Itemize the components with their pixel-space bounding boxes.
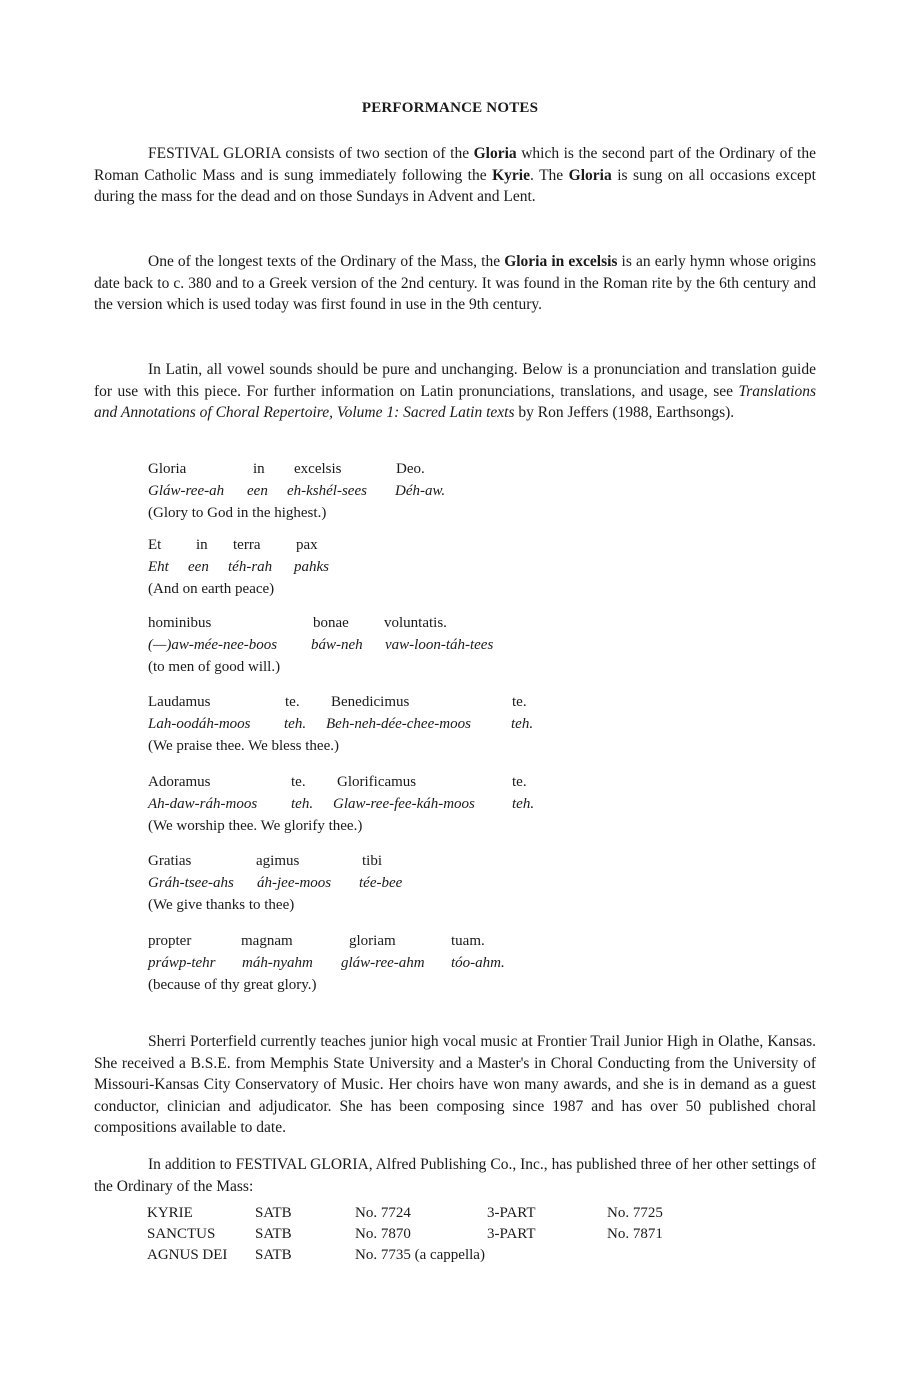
latin-word: Adoramus	[148, 774, 211, 790]
latin-word: terra	[233, 537, 261, 553]
pronunciation-line	[148, 556, 329, 578]
latin-word: tibi	[362, 853, 383, 869]
table-cell: 3-PART	[487, 1205, 536, 1221]
latin-line	[148, 534, 318, 556]
pronunciation-word: práwp-tehr	[148, 955, 216, 971]
pronunciation-line	[148, 713, 534, 735]
pronunciation-word: teh.	[291, 796, 314, 812]
pronunciation-word: teh.	[511, 716, 534, 732]
latin-line	[148, 850, 383, 872]
table-cell: SANCTUS	[147, 1226, 216, 1242]
latin-word: Glorificamus	[337, 774, 417, 790]
pronunciation-word: Beh-neh-dée-chee-moos	[326, 716, 471, 732]
latin-word: Deo.	[396, 461, 425, 477]
pronunciation-word: Eht	[148, 559, 169, 575]
guide-entry	[148, 691, 534, 757]
translation-line: (Glory to God in the highest.)	[148, 505, 327, 521]
pronunciation-word: (—)aw-mée-nee-boos	[148, 637, 278, 653]
latin-word: te.	[512, 774, 527, 790]
latin-word: te.	[291, 774, 306, 790]
table-cell: AGNUS DEI	[147, 1247, 228, 1263]
pronunciation-word: tée-bee	[359, 875, 403, 891]
latin-word: Gratias	[148, 853, 192, 869]
pronunciation-word: áh-jee-moos	[257, 875, 332, 891]
latin-word: tuam.	[451, 933, 485, 949]
latin-word: agimus	[256, 853, 300, 869]
table-row	[147, 1226, 663, 1247]
table-cell: 3-PART	[487, 1226, 536, 1242]
pronunciation-line	[148, 634, 494, 656]
latin-word: te.	[512, 694, 527, 710]
latin-word: Benedicimus	[331, 694, 410, 710]
pronunciation-word: Ah-daw-ráh-moos	[148, 796, 258, 812]
pronunciation-word: Gráh-tsee-ahs	[148, 875, 234, 891]
translation-line: (to men of good will.)	[148, 659, 281, 675]
table-cell: No. 7725	[607, 1205, 663, 1221]
pronunciation-word: Lah-oodáh-moos	[148, 716, 251, 732]
text-run-bold: Gloria	[568, 166, 612, 184]
pronunciation-word: een	[247, 483, 268, 499]
guide-entry	[148, 850, 403, 916]
pronunciation-word: Déh-aw.	[395, 483, 446, 499]
pronunciation-word: máh-nyahm	[242, 955, 313, 971]
guide-entry	[148, 534, 329, 600]
text-run: FESTIVAL GLORIA consists of two section of the	[148, 145, 474, 162]
intro-paragraph	[94, 143, 816, 208]
latin-line	[148, 612, 447, 634]
latin-word: excelsis	[294, 461, 342, 477]
page-title: PERFORMANCE NOTES	[361, 100, 539, 116]
table-cell: No. 7735 (a cappella)	[355, 1247, 485, 1263]
pronunciation-word: eh-kshél-sees	[287, 483, 367, 499]
text-run: In Latin, all vowel sounds should be pure and unchanging. Below is a pronunciation and translation guide for use with this piece. For further information on Latin pronunciations, translations, and usage, see	[94, 361, 816, 400]
guide-entry	[148, 930, 505, 996]
pronunciation-word: teh.	[284, 716, 307, 732]
pronunciation-line	[148, 872, 403, 894]
pronunciation-word: pahks	[294, 559, 329, 575]
latin-word: te.	[285, 694, 300, 710]
history-paragraph	[94, 251, 816, 316]
table-cell: SATB	[255, 1247, 292, 1263]
pronunciation-word: báw-neh	[311, 637, 363, 653]
translation-line: (And on earth peace)	[148, 581, 275, 597]
text-run: by Ron Jeffers (1988, Earthsongs).	[514, 404, 735, 421]
pronunciation-word: gláw-ree-ahm	[341, 955, 425, 971]
guide-entry	[148, 771, 535, 837]
text-run: is an early hymn whose origins date back to c. 380 and to a Greek version of the 2nd century. It was found in the Roman rite by the 6th century and the version which is used today was first found in use in the 9th century.	[94, 253, 817, 313]
latin-word: in	[196, 537, 208, 553]
latin-word: propter	[148, 933, 192, 949]
pronunciation-line	[148, 480, 446, 502]
table-cell: SATB	[255, 1226, 292, 1242]
translation-line: (We give thanks to thee)	[148, 897, 295, 913]
table-row	[147, 1205, 663, 1226]
latin-line	[148, 930, 485, 952]
latin-word: bonae	[313, 615, 349, 631]
text-run: is sung on all occasions except during the mass for the dead and on those Sundays in Advent and Lent.	[94, 166, 816, 205]
pronunciation-word: vaw-loon-táh-tees	[385, 637, 494, 653]
pronunciation-paragraph	[94, 359, 816, 424]
latin-word: pax	[296, 537, 318, 553]
text-run-bold: Gloria	[473, 145, 517, 162]
pronunciation-line	[148, 952, 505, 974]
pronunciation-word: Glaw-ree-fee-káh-moos	[333, 796, 475, 812]
text-run: which is the second part of the Ordinary of the Roman Catholic Mass and is sung immediately following the	[94, 145, 816, 184]
latin-line	[148, 771, 527, 793]
latin-word: gloriam	[349, 933, 396, 949]
book-title: Translations and Annotations of Choral Repertoire, Volume 1: Sacred Latin texts	[94, 382, 816, 421]
pronunciation-word: Gláw-ree-ah	[148, 483, 225, 499]
text-run-bold: Gloria in excelsis	[504, 253, 618, 270]
table-cell: No. 7870	[355, 1226, 411, 1242]
pronunciation-word: een	[188, 559, 209, 575]
pronunciation-line	[148, 793, 535, 815]
table-cell: SATB	[255, 1205, 292, 1221]
latin-line	[148, 458, 425, 480]
translation-line: (because of thy great glory.)	[148, 977, 317, 993]
table-cell: No. 7724	[355, 1205, 411, 1221]
settings-table	[147, 1205, 663, 1268]
latin-word: in	[253, 461, 265, 477]
latin-word: voluntatis.	[384, 615, 447, 631]
guide-entry	[148, 612, 494, 678]
latin-word: hominibus	[148, 615, 212, 631]
translation-line: (We worship thee. We glorify thee.)	[148, 818, 363, 834]
publications-paragraph: In addition to FESTIVAL GLORIA, Alfred Publishing Co., Inc., has published three of her other settings of the Ordinary of the Mass:	[94, 1156, 816, 1195]
text-run: One of the longest texts of the Ordinary of the Mass, the	[148, 253, 505, 270]
table-cell: No. 7871	[607, 1226, 663, 1242]
guide-entry	[148, 458, 446, 524]
translation-line: (We praise thee. We bless thee.)	[148, 738, 339, 754]
pronunciation-word: tóo-ahm.	[451, 955, 505, 971]
latin-line	[148, 691, 527, 713]
pronunciation-word: téh-rah	[228, 559, 273, 575]
text-run-bold: Kyrie	[492, 166, 530, 184]
latin-word: Gloria	[148, 461, 187, 477]
latin-word: magnam	[241, 933, 293, 949]
latin-word: Laudamus	[148, 694, 211, 710]
text-run: . The	[529, 166, 569, 184]
table-row	[147, 1247, 663, 1268]
composer-bio-paragraph: Sherri Porterfield currently teaches junior high vocal music at Frontier Trail Junior High in Olathe, Kansas. She received a B.S.E. from Memphis State University and a Master's in Choral Conducting from the University of Missouri-Kansas City Conservatory of Music. Her choirs have won many awards, and she is in demand as a guest conductor, clinician and adjudicator. She has been composing since 1987 and has over 50 published choral compositions available to date.	[94, 1033, 816, 1136]
table-cell: KYRIE	[147, 1205, 193, 1221]
latin-word: Et	[148, 537, 162, 553]
pronunciation-word: teh.	[512, 796, 535, 812]
